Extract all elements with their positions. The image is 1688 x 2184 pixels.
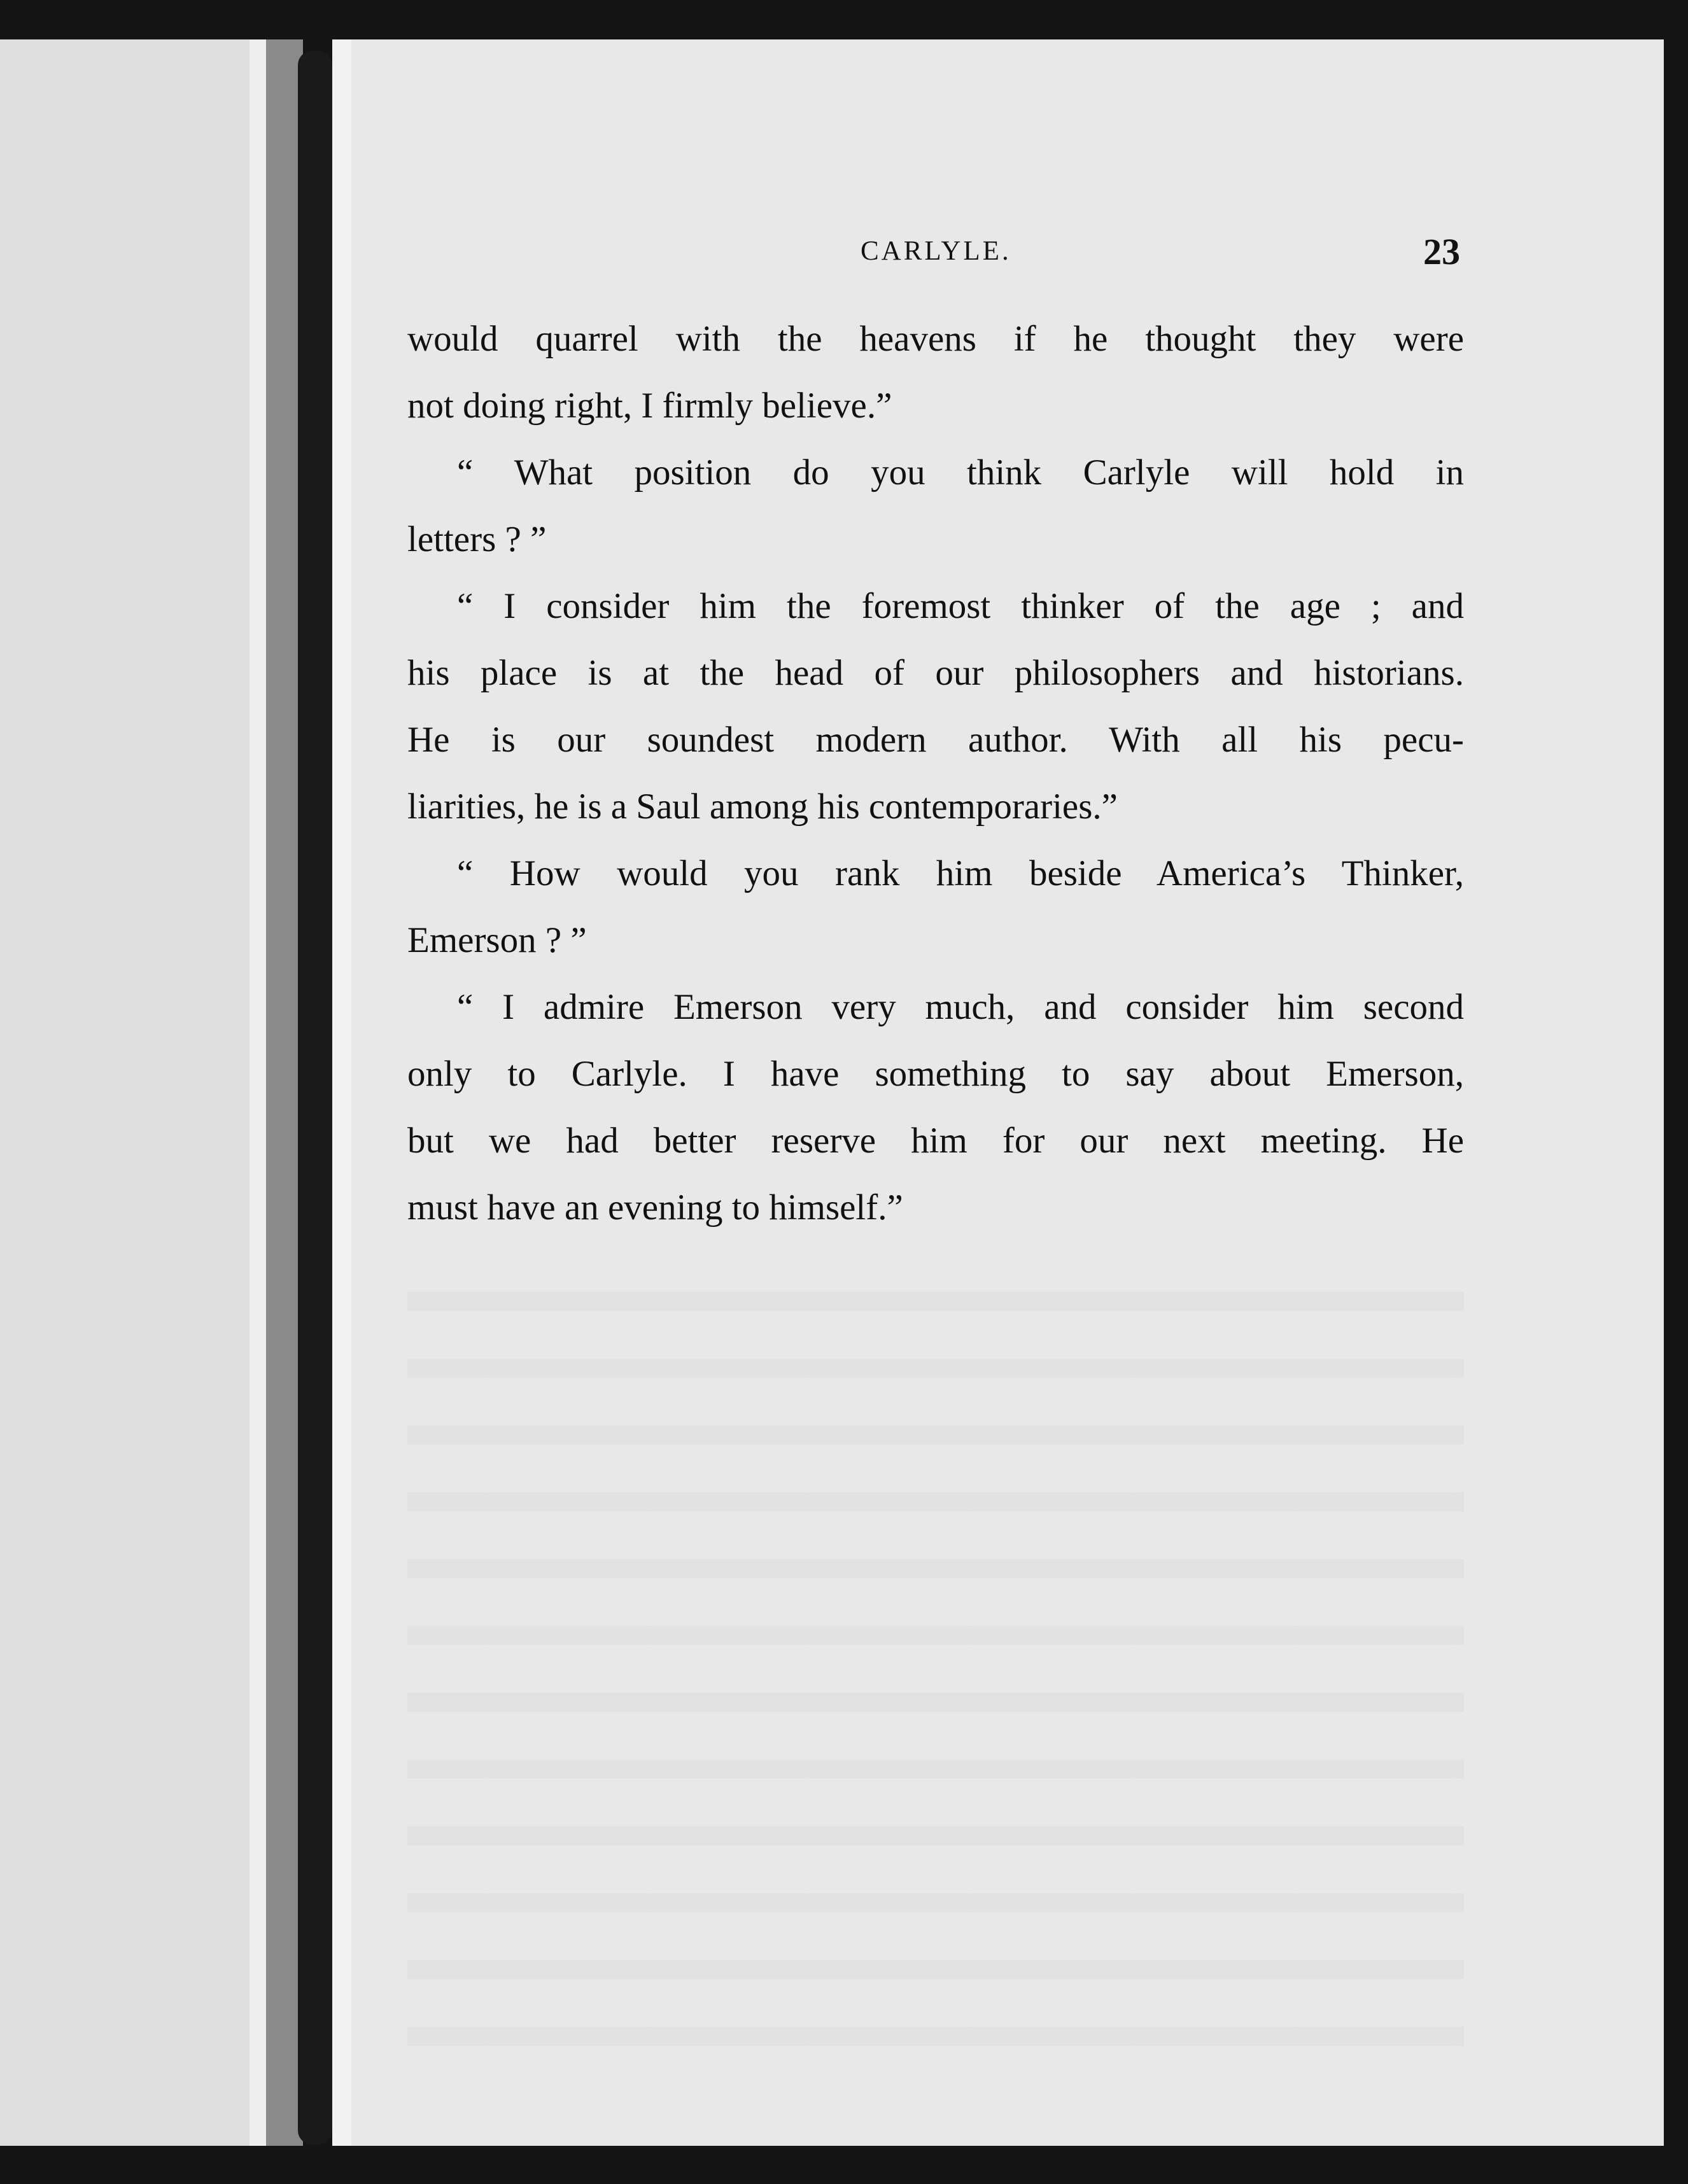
- running-head: CARLYLE.: [861, 236, 1011, 266]
- text-line: letters ? ”: [407, 519, 547, 559]
- show-through-texture: [407, 1247, 1464, 2075]
- text-line: Emerson ? ”: [407, 920, 587, 960]
- text-line: not doing right, I firmly believe.”: [407, 386, 892, 426]
- text-line: “ I consider him the foremost thinker of the age ; and: [457, 586, 1464, 626]
- right-page-fold: [332, 39, 351, 2146]
- left-facing-page: [0, 39, 266, 2146]
- page-body-text: [407, 305, 1464, 1241]
- page-number: 23: [1423, 231, 1460, 272]
- text-line: liarities, he is a Saul among his contemporaries.”: [407, 787, 1118, 827]
- left-page-edge: [250, 39, 266, 2146]
- text-line: “ What position do you think Carlyle will hold in: [457, 452, 1464, 493]
- text-line: would quarrel with the heavens if he thought they were: [407, 319, 1464, 359]
- text-line: “ How would you rank him beside America’s Thinker,: [457, 853, 1464, 893]
- text-line: only to Carlyle. I have something to say about Emerson,: [407, 1054, 1464, 1094]
- book-spine: [298, 51, 332, 2145]
- text-line: must have an evening to himself.”: [407, 1187, 903, 1228]
- text-line: his place is at the head of our philosophers and historians.: [407, 653, 1464, 693]
- text-line: “ I admire Emerson very much, and consider him second: [457, 987, 1464, 1027]
- text-line: but we had better reserve him for our next meeting. He: [407, 1121, 1464, 1161]
- text-line: He is our soundest modern author. With all his pecu-: [407, 720, 1464, 760]
